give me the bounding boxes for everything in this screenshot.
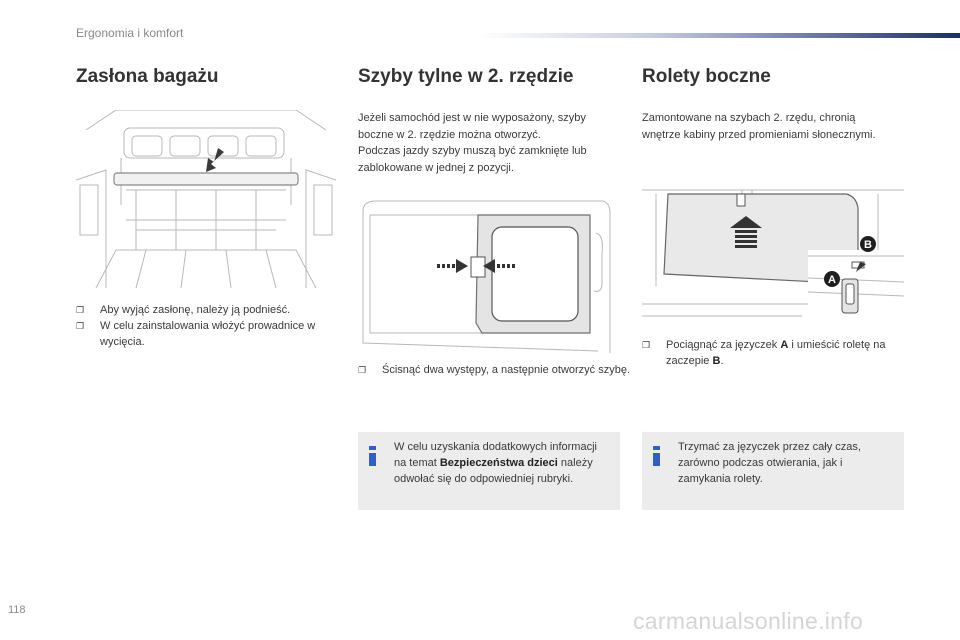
info-icon bbox=[368, 446, 376, 466]
sliding-window-illustration bbox=[358, 193, 620, 355]
bullet-item: ❐ Aby wyjąć zasłonę, należy ją podnieść. bbox=[76, 303, 360, 319]
paragraph: Zamontowane na szybach 2. rzędu, chronią wnętrze kabiny przed promieniami słonecznymi. bbox=[642, 112, 876, 141]
square-bullet-icon: ❐ bbox=[76, 321, 85, 331]
section-header: Ergonomia i komfort bbox=[76, 26, 184, 40]
info-box bbox=[358, 432, 620, 510]
paragraph: Jeżeli samochód jest w nie wyposażony, szyby boczne w 2. rzędzie można otworzyć. bbox=[358, 112, 586, 141]
page-number: 118 bbox=[8, 604, 26, 616]
info-box bbox=[642, 432, 904, 510]
label-b: B bbox=[864, 239, 872, 251]
title-side-blinds: Rolety boczne bbox=[642, 66, 771, 87]
side-blind-illustration bbox=[642, 186, 904, 330]
info-text: W celu uzyskania dodatkowych informacji na temat Bezpieczeństwa dzieci należy odwołać się do odpowiedniej rubryki. bbox=[394, 441, 597, 485]
title-rear-windows: Szyby tylne w 2. rzędzie bbox=[358, 66, 574, 87]
bullet-item: ❐ Ścisnąć dwa występy, a następnie otworzyć szybę. bbox=[358, 363, 634, 379]
info-icon bbox=[652, 446, 660, 466]
watermark: carmanualsonline.info bbox=[633, 608, 864, 634]
info-text: Trzymać za języczek przez cały czas, zarówno podczas otwierania, jak i zamykania rolety. bbox=[678, 441, 861, 485]
header-bar bbox=[478, 33, 960, 38]
square-bullet-icon: ❐ bbox=[642, 340, 651, 350]
luggage-cover-illustration bbox=[76, 110, 336, 288]
paragraph: Podczas jazdy szyby muszą być zamknięte lub zablokowane w jednej z pozycji. bbox=[358, 145, 587, 174]
square-bullet-icon: ❐ bbox=[358, 365, 367, 375]
label-a: A bbox=[828, 274, 836, 286]
bullet-item: ❐ W celu zainstalowania włożyć prowadnice w wycięcia. bbox=[76, 320, 316, 348]
title-luggage-cover: Zasłona bagażu bbox=[76, 66, 219, 87]
bullet-item: ❐ Pociągnąć za języczek A i umieścić roletę na zaczepie B. bbox=[642, 339, 886, 367]
square-bullet-icon: ❐ bbox=[76, 305, 85, 315]
